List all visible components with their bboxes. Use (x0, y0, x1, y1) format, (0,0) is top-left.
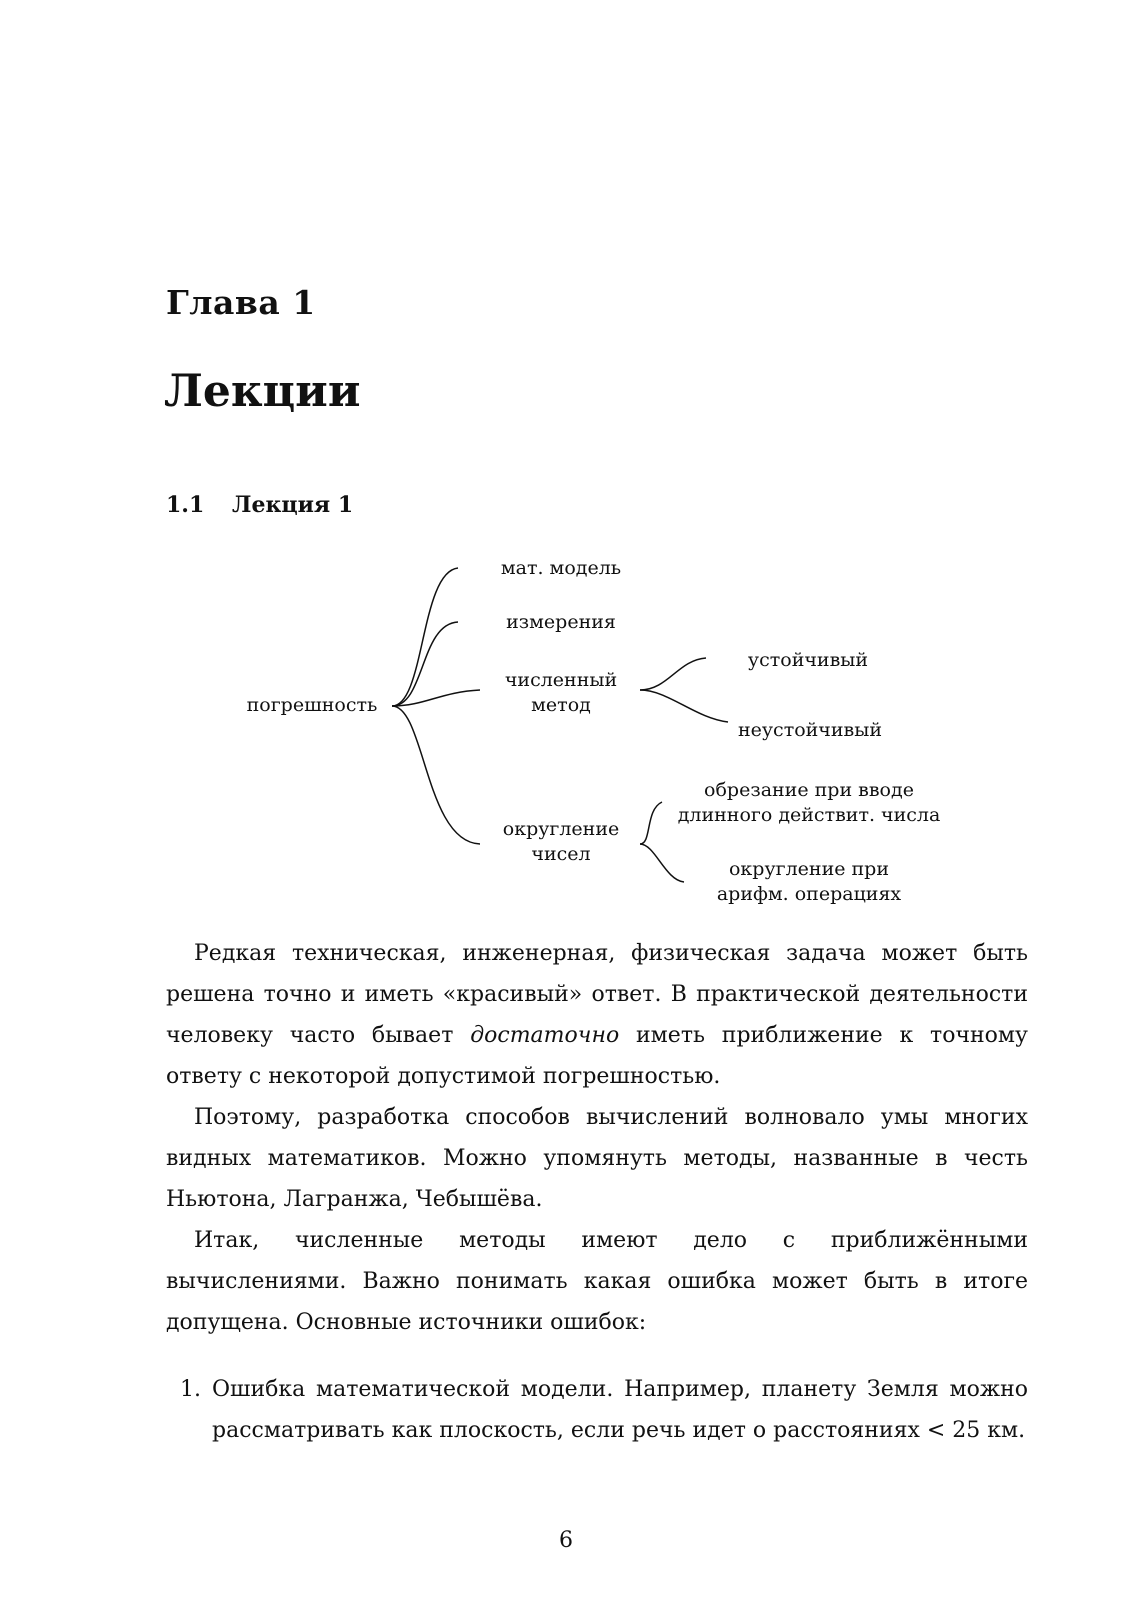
paragraph-1-before: Редкая техническая, инженерная, физическая задача может быть решена точно и иметь «красивый» ответ. В практической деятельности человеку часто бывает (166, 941, 1028, 1048)
diagram-node-method-line1: численный (504, 669, 618, 691)
edge-rounding-truncation (640, 802, 662, 844)
section-number: 1.1 (166, 492, 205, 518)
diagram-node-method-line2: метод (531, 694, 591, 716)
chapter-title: Лекции (164, 366, 361, 417)
edge-root-rounding (392, 706, 480, 844)
diagram-node-arith-line2: арифм. операциях (716, 883, 902, 905)
paragraph-3 (166, 1220, 1028, 1343)
section-title: Лекция 1 (232, 492, 354, 518)
edge-root-model (392, 568, 458, 706)
edge-root-measure (392, 622, 458, 706)
diagram-node-truncation-line1: обрезание при вводе (704, 779, 914, 801)
paragraph-1 (166, 933, 1028, 1097)
chapter-label: Глава 1 (166, 283, 316, 322)
diagram-node-measure: измерения (506, 611, 616, 633)
edge-rounding-arith (640, 844, 684, 882)
edge-method-stable (640, 658, 706, 690)
paragraph-1-after: иметь приближение к точному ответу с некоторой допустимой погрешностью. (166, 1023, 1028, 1089)
edge-method-unstable (640, 690, 728, 722)
paragraph-1-emphasis: достаточно (470, 1023, 620, 1048)
error-sources-list (166, 1369, 1028, 1451)
diagram-node-unstable: неустойчивый (737, 719, 883, 741)
diagram-node-model: мат. модель (500, 557, 622, 579)
diagram-node-root: погрешность (246, 694, 378, 716)
paragraph-3-text: Итак, численные методы имеют дело с приближёнными вычислениями. Важно понимать какая ошибка может быть в итоге допущена. Основные источники ошибок: (166, 1228, 1028, 1335)
paragraph-2-text: Поэтому, разработка способов вычислений волновало умы многих видных математиков. Можно упомянуть методы, названные в честь Ньютона, Лагранжа, Чебышёва. (166, 1105, 1028, 1212)
diagram-node-rounding-line2: чисел (531, 843, 591, 865)
diagram-node-stable: устойчивый (747, 649, 869, 671)
paragraph-2 (166, 1097, 1028, 1220)
list-item-marker: 1. (180, 1377, 201, 1402)
list-item (166, 1369, 1028, 1451)
list-item-text: Ошибка математической модели. Например, планету Земля можно рассматривать как плоскость, если речь идет о расстояниях < 25 км. (212, 1377, 1028, 1443)
diagram-node-truncation-line2: длинного действит. числа (677, 804, 941, 826)
diagram-node-arith-line1: округление при (728, 858, 890, 880)
page-number: 6 (559, 1528, 573, 1553)
diagram-node-rounding-line1: округление (502, 818, 620, 840)
